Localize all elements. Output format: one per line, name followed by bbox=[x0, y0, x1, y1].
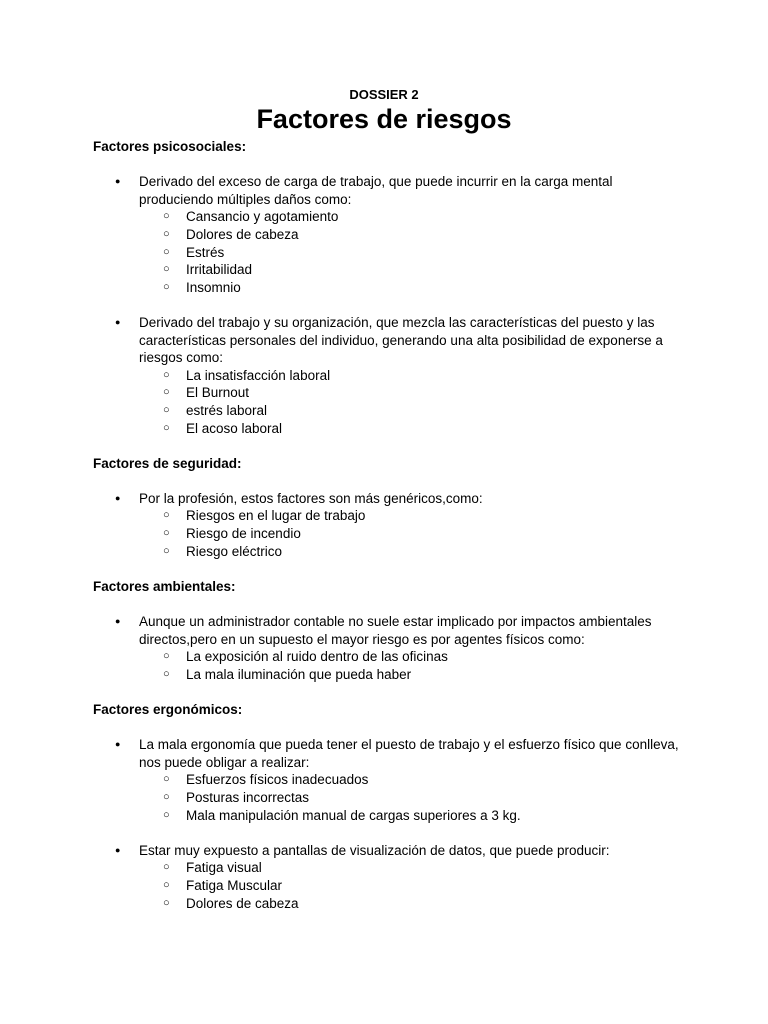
sub-item: ○ estrés laboral bbox=[139, 402, 683, 420]
sub-item: ○ Cansancio y agotamiento bbox=[139, 208, 683, 226]
blank-line bbox=[93, 683, 683, 701]
section-heading: Factores ergonómicos: bbox=[93, 702, 243, 717]
sub-item: ○ Insomnio bbox=[139, 279, 683, 297]
bullet-list bbox=[93, 613, 683, 683]
sub-list bbox=[139, 859, 683, 912]
bullet-item bbox=[93, 173, 683, 296]
section-heading: Factores de seguridad: bbox=[93, 455, 242, 471]
bullet-text: ● Derivado del exceso de carga de trabajo, que puede incurrir en la carga mental produciendo múltiples daños como: bbox=[139, 174, 613, 207]
sub-item: ○ El acoso laboral bbox=[139, 420, 683, 438]
blank-line bbox=[93, 437, 683, 455]
sub-item: ○ La mala iluminación que pueda haber bbox=[139, 666, 683, 684]
sub-list bbox=[139, 208, 683, 296]
bullet-text: ● Aunque un administrador contable no suele estar implicado por impactos ambientales directos,pero en un supuesto el mayor riesgo es por agentes físicos como: bbox=[139, 614, 652, 647]
section-heading: Factores psicosociales: bbox=[93, 139, 247, 154]
blank-line bbox=[93, 824, 683, 842]
blank-line bbox=[93, 912, 683, 930]
blank-line bbox=[93, 156, 683, 174]
sub-list bbox=[139, 771, 683, 824]
bullet-item bbox=[93, 314, 683, 437]
blank-line bbox=[93, 595, 683, 613]
sub-item: ○ El Burnout bbox=[139, 384, 683, 402]
bullet-item bbox=[93, 842, 683, 912]
sub-list bbox=[139, 367, 683, 437]
section bbox=[93, 701, 683, 930]
sub-item: ○ Posturas incorrectas bbox=[139, 789, 683, 807]
sub-item: ○ Riesgos en el lugar de trabajo bbox=[139, 507, 683, 525]
sub-list bbox=[139, 507, 683, 560]
sub-item: ○ Irritabilidad bbox=[139, 261, 683, 279]
document-kicker: DOSSIER 2 bbox=[349, 87, 419, 102]
sub-item: ○ La insatisfacción laboral bbox=[139, 367, 683, 385]
bullet-list bbox=[93, 842, 683, 912]
bullet-list bbox=[93, 173, 683, 296]
blank-line bbox=[93, 719, 683, 737]
section bbox=[93, 578, 683, 701]
document-body bbox=[93, 138, 683, 930]
sub-item: ○ La exposición al ruido dentro de las oficinas bbox=[139, 648, 683, 666]
bullet-list bbox=[93, 490, 683, 560]
bullet-item bbox=[93, 490, 683, 560]
sub-item: ○ Fatiga Muscular bbox=[139, 877, 683, 895]
bullet-text: ● Por la profesión, estos factores son más genéricos,como: bbox=[139, 490, 483, 506]
bullet-text: ● La mala ergonomía que pueda tener el puesto de trabajo y el esfuerzo físico que conlleva, nos puede obligar a realizar: bbox=[139, 737, 679, 770]
bullet-text: ● Estar muy expuesto a pantallas de visualización de datos, que puede producir: bbox=[139, 842, 610, 858]
section bbox=[93, 138, 683, 455]
section-heading: Factores ambientales: bbox=[93, 578, 236, 594]
sub-item: ○ Riesgo eléctrico bbox=[139, 543, 683, 561]
sub-item: ○ Mala manipulación manual de cargas superiores a 3 kg. bbox=[139, 807, 683, 825]
section bbox=[93, 455, 683, 578]
blank-line bbox=[93, 560, 683, 578]
sub-item: ○ Fatiga visual bbox=[139, 859, 683, 877]
sub-list bbox=[139, 648, 683, 683]
sub-item: ○ Esfuerzos físicos inadecuados bbox=[139, 771, 683, 789]
bullet-list bbox=[93, 736, 683, 824]
sub-item: ○ Riesgo de incendio bbox=[139, 525, 683, 543]
sub-item: ○ Dolores de cabeza bbox=[139, 895, 683, 913]
blank-line bbox=[93, 296, 683, 314]
bullet-item bbox=[93, 613, 683, 683]
sub-item: ○ Dolores de cabeza bbox=[139, 226, 683, 244]
bullet-text: ● Derivado del trabajo y su organización, que mezcla las características del puesto y las características personales del individuo, generando una alta posibilidad de exponerse a riesgos como: bbox=[139, 314, 663, 366]
bullet-item bbox=[93, 736, 683, 824]
blank-line bbox=[93, 472, 683, 490]
sub-item: ○ Estrés bbox=[139, 244, 683, 262]
bullet-list bbox=[93, 314, 683, 437]
document-title: Factores de riesgos bbox=[256, 104, 512, 134]
